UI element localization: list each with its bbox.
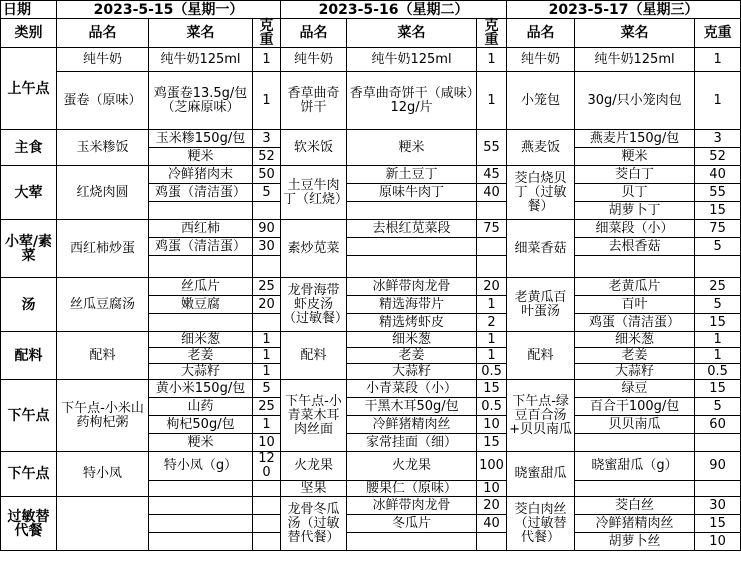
ingredient-cell	[347, 533, 477, 551]
ingredient-cell: 纯牛奶125ml	[575, 48, 695, 72]
weight-cell: 1	[477, 72, 507, 130]
ingredient-cell: 原味牛肉丁	[347, 184, 477, 202]
weight-cell: 5	[695, 296, 741, 314]
ingredient-cell: 老黄瓜片	[575, 278, 695, 296]
dish-cell: 细菜香菇	[507, 220, 575, 278]
date-label: 日期	[1, 1, 57, 19]
ingredient-cell	[347, 256, 477, 278]
weight-cell	[695, 434, 741, 452]
date-day1: 2023-5-15（星期一）	[57, 1, 281, 19]
ingredient-cell: 粳米	[347, 130, 477, 166]
dish-cell: 龙骨海带虾皮汤（过敏餐）	[281, 278, 347, 332]
ingredient-cell	[149, 515, 253, 533]
weight-cell: 0.5	[477, 398, 507, 416]
table-row	[1, 166, 741, 184]
ingredient-cell: 细菜段（小）	[575, 220, 695, 238]
dish-cell: 红烧肉圆	[57, 166, 149, 220]
column-header-row	[1, 19, 741, 48]
weight-cell: 90	[253, 220, 281, 238]
category-allergy-sub: 过敏替代餐	[1, 497, 57, 551]
dish-cell: 蛋卷（原味）	[57, 72, 149, 130]
weight-cell: 20	[253, 296, 281, 314]
weight-cell	[477, 256, 507, 278]
ingredient-cell: 纯牛奶125ml	[149, 48, 253, 72]
weight-cell: 1	[253, 364, 281, 380]
weight-cell: 25	[695, 278, 741, 296]
col-ingredient: 菜名	[575, 19, 695, 48]
ingredient-cell: 鸡蛋卷13.5g/包（芝麻原味）	[149, 72, 253, 130]
weight-cell: 60	[695, 416, 741, 434]
ingredient-cell	[149, 202, 253, 220]
weight-cell: 1	[253, 48, 281, 72]
ingredient-cell: 去根红苋菜段	[347, 220, 477, 238]
ingredient-cell	[575, 434, 695, 452]
dish-cell: 纯牛奶	[507, 48, 575, 72]
ingredient-cell: 冷鲜猪肉末	[149, 166, 253, 184]
weight-cell	[253, 497, 281, 515]
ingredient-cell: 新土豆丁	[347, 166, 477, 184]
table-row	[1, 48, 741, 72]
ingredient-cell: 小青菜段（小）	[347, 380, 477, 398]
table-row	[1, 452, 741, 481]
ingredient-cell: 细米葱	[149, 332, 253, 348]
ingredient-cell: 香草曲奇饼干（咸味）12g/片	[347, 72, 477, 130]
ingredient-cell: 冬瓜片	[347, 515, 477, 533]
col-weight: 克重	[695, 19, 741, 48]
category-label: 类别	[1, 19, 57, 48]
dish-cell: 茭白肉丝（过敏替代餐）	[507, 497, 575, 551]
ingredient-cell: 大蒜籽	[149, 364, 253, 380]
ingredient-cell: 大蒜籽	[575, 364, 695, 380]
dish-cell: 老黄瓜百叶蛋汤	[507, 278, 575, 332]
col-dish: 品名	[281, 19, 347, 48]
col-weight: 克重	[253, 19, 281, 48]
weight-cell: 10	[477, 416, 507, 434]
ingredient-cell: 冷鲜猪精肉丝	[347, 416, 477, 434]
weight-cell	[477, 533, 507, 551]
weight-cell	[253, 202, 281, 220]
weight-cell: 3	[253, 130, 281, 148]
weight-cell: 5	[695, 398, 741, 416]
category-afternoon-snack: 下午点	[1, 380, 57, 452]
table-row	[1, 130, 741, 148]
category-main-meat: 大荤	[1, 166, 57, 220]
dish-cell: 西红柿炒蛋	[57, 220, 149, 278]
weight-cell: 10	[477, 481, 507, 497]
ingredient-cell: 精选烤虾皮	[347, 314, 477, 332]
weight-cell	[253, 314, 281, 332]
weight-cell: 75	[477, 220, 507, 238]
ingredient-cell: 腰果仁（原味）	[347, 481, 477, 497]
weight-cell: 1	[477, 332, 507, 348]
ingredient-cell: 茭白丝	[575, 497, 695, 515]
weight-cell: 75	[695, 220, 741, 238]
weight-cell	[695, 481, 741, 497]
weight-cell: 1	[477, 48, 507, 72]
weight-cell: 15	[477, 380, 507, 398]
dish-cell: 配料	[57, 332, 149, 380]
ingredient-cell: 细米葱	[347, 332, 477, 348]
dish-cell: 配料	[281, 332, 347, 380]
weight-cell: 15	[695, 314, 741, 332]
col-ingredient: 菜名	[149, 19, 253, 48]
weight-cell: 20	[477, 497, 507, 515]
weight-cell: 45	[477, 166, 507, 184]
weight-cell: 15	[695, 202, 741, 220]
dish-cell: 龙骨冬瓜汤（过敏替代餐）	[281, 497, 347, 551]
category-soup: 汤	[1, 278, 57, 332]
weight-cell: 30	[253, 238, 281, 256]
dish-cell: 丝瓜豆腐汤	[57, 278, 149, 332]
ingredient-cell: 精选海带片	[347, 296, 477, 314]
weight-cell: 5	[253, 380, 281, 398]
weight-cell: 1	[253, 332, 281, 348]
ingredient-cell: 晓蜜甜瓜（g）	[575, 452, 695, 481]
weight-cell: 90	[695, 452, 741, 481]
weight-cell: 52	[253, 148, 281, 166]
weight-cell: 1	[695, 72, 741, 130]
dish-cell: 素炒苋菜	[281, 220, 347, 278]
dish-cell: 茭白烧贝丁（过敏餐）	[507, 166, 575, 220]
table-row	[1, 220, 741, 238]
weight-cell: 10	[695, 533, 741, 551]
ingredient-cell: 冰鲜带肉龙骨	[347, 278, 477, 296]
ingredient-cell: 西红柿	[149, 220, 253, 238]
weight-cell: 120	[253, 452, 281, 481]
ingredient-cell	[347, 238, 477, 256]
ingredient-cell: 茭白丁	[575, 166, 695, 184]
category-seasoning: 配料	[1, 332, 57, 380]
ingredient-cell: 冰鲜带肉龙骨	[347, 497, 477, 515]
ingredient-cell: 燕麦片150g/包	[575, 130, 695, 148]
dish-cell: 纯牛奶	[57, 48, 149, 72]
weight-cell: 50	[253, 166, 281, 184]
col-ingredient: 菜名	[347, 19, 477, 48]
ingredient-cell: 丝瓜片	[149, 278, 253, 296]
ingredient-cell: 绿豆	[575, 380, 695, 398]
weight-cell	[477, 202, 507, 220]
weight-cell	[253, 515, 281, 533]
dish-cell: 玉米糁饭	[57, 130, 149, 166]
ingredient-cell	[149, 481, 253, 497]
col-dish: 品名	[507, 19, 575, 48]
dish-cell: 香草曲奇饼干	[281, 72, 347, 130]
ingredient-cell: 黄小米150g/包	[149, 380, 253, 398]
category-morning-snack: 上午点	[1, 48, 57, 130]
weight-cell: 30	[695, 497, 741, 515]
ingredient-cell: 鸡蛋（清洁蛋）	[575, 314, 695, 332]
weight-cell: 40	[477, 184, 507, 202]
ingredient-cell	[575, 256, 695, 278]
ingredient-cell: 火龙果	[347, 452, 477, 481]
weight-cell: 5	[253, 184, 281, 202]
ingredient-cell	[575, 481, 695, 497]
dish-cell: 软米饭	[281, 130, 347, 166]
ingredient-cell	[149, 314, 253, 332]
weight-cell: 0.5	[695, 364, 741, 380]
category-side-veg: 小荤/素菜	[1, 220, 57, 278]
weight-cell: 1	[695, 48, 741, 72]
ingredient-cell: 粳米	[575, 148, 695, 166]
ingredient-cell: 粳米	[149, 434, 253, 452]
ingredient-cell: 纯牛奶125ml	[347, 48, 477, 72]
ingredient-cell: 贝贝南瓜	[575, 416, 695, 434]
weight-cell: 5	[695, 238, 741, 256]
date-day3: 2023-5-17（星期三）	[507, 1, 741, 19]
weight-cell	[253, 256, 281, 278]
ingredient-cell: 干黑木耳50g/包	[347, 398, 477, 416]
ingredient-cell: 贝丁	[575, 184, 695, 202]
weight-cell: 15	[695, 515, 741, 533]
ingredient-cell: 冷鲜猪精肉丝	[575, 515, 695, 533]
ingredient-cell: 去根香菇	[575, 238, 695, 256]
ingredient-cell: 百合干100g/包	[575, 398, 695, 416]
weight-cell: 55	[477, 130, 507, 166]
dish-cell: 配料	[507, 332, 575, 380]
dish-cell: 下午点-绿豆百合汤+贝贝南瓜	[507, 380, 575, 452]
dish-cell	[57, 497, 149, 551]
ingredient-cell	[149, 497, 253, 515]
weight-cell: 1	[253, 72, 281, 130]
weight-cell: 1	[253, 348, 281, 364]
weight-cell: 2	[477, 314, 507, 332]
weight-cell	[477, 238, 507, 256]
weight-cell: 1	[477, 348, 507, 364]
table-row	[1, 72, 741, 130]
dish-cell: 晓蜜甜瓜	[507, 452, 575, 497]
dish-cell: 燕麦饭	[507, 130, 575, 166]
weight-cell: 3	[695, 130, 741, 148]
dish-cell: 土豆牛肉丁（红烧）	[281, 166, 347, 220]
ingredient-cell: 家常挂面（细）	[347, 434, 477, 452]
weight-cell: 1	[695, 348, 741, 364]
ingredient-cell: 特小凤（g）	[149, 452, 253, 481]
weight-cell: 1	[695, 332, 741, 348]
table-row	[1, 497, 741, 515]
weight-cell: 0.5	[477, 364, 507, 380]
ingredient-cell: 鸡蛋（清洁蛋）	[149, 238, 253, 256]
weight-cell: 100	[477, 452, 507, 481]
weight-cell: 15	[477, 434, 507, 452]
col-weight: 克重	[477, 19, 507, 48]
weight-cell: 40	[477, 515, 507, 533]
table-row	[1, 380, 741, 398]
weight-cell: 25	[253, 398, 281, 416]
ingredient-cell: 细米葱	[575, 332, 695, 348]
dish-cell: 特小凤	[57, 452, 149, 497]
ingredient-cell: 枸杞50g/包	[149, 416, 253, 434]
ingredient-cell: 粳米	[149, 148, 253, 166]
date-day2: 2023-5-16（星期二）	[281, 1, 507, 19]
ingredient-cell: 胡萝卜丁	[575, 202, 695, 220]
weight-cell: 25	[253, 278, 281, 296]
ingredient-cell: 百叶	[575, 296, 695, 314]
ingredient-cell: 嫩豆腐	[149, 296, 253, 314]
weight-cell	[253, 481, 281, 497]
ingredient-cell	[347, 202, 477, 220]
ingredient-cell: 山药	[149, 398, 253, 416]
dish-cell: 火龙果	[281, 452, 347, 481]
ingredient-cell: 鸡蛋（清洁蛋）	[149, 184, 253, 202]
ingredient-cell: 老姜	[575, 348, 695, 364]
weight-cell: 55	[695, 184, 741, 202]
ingredient-cell	[149, 256, 253, 278]
weight-cell	[695, 256, 741, 278]
dish-cell: 下午点-小米山药枸杞粥	[57, 380, 149, 452]
category-staple: 主食	[1, 130, 57, 166]
weight-cell: 20	[477, 278, 507, 296]
ingredient-cell: 30g/只小笼肉包	[575, 72, 695, 130]
ingredient-cell: 老姜	[149, 348, 253, 364]
dish-cell: 下午点-小青菜木耳肉丝面	[281, 380, 347, 452]
category-afternoon-snack-2: 下午点	[1, 452, 57, 497]
weight-cell	[253, 533, 281, 551]
table-row	[1, 278, 741, 296]
weight-cell: 10	[253, 434, 281, 452]
weight-cell: 1	[253, 416, 281, 434]
weight-cell: 15	[695, 380, 741, 398]
col-dish: 品名	[57, 19, 149, 48]
weight-cell: 1	[477, 296, 507, 314]
weight-cell: 52	[695, 148, 741, 166]
weight-cell: 40	[695, 166, 741, 184]
ingredient-cell: 老姜	[347, 348, 477, 364]
dish-cell: 纯牛奶	[281, 48, 347, 72]
ingredient-cell: 胡萝卜丝	[575, 533, 695, 551]
table-row	[1, 332, 741, 348]
ingredient-cell: 大蒜籽	[347, 364, 477, 380]
dish-cell: 坚果	[281, 481, 347, 497]
dish-cell: 小笼包	[507, 72, 575, 130]
date-row	[1, 1, 741, 19]
ingredient-cell	[149, 533, 253, 551]
ingredient-cell: 玉米糁150g/包	[149, 130, 253, 148]
